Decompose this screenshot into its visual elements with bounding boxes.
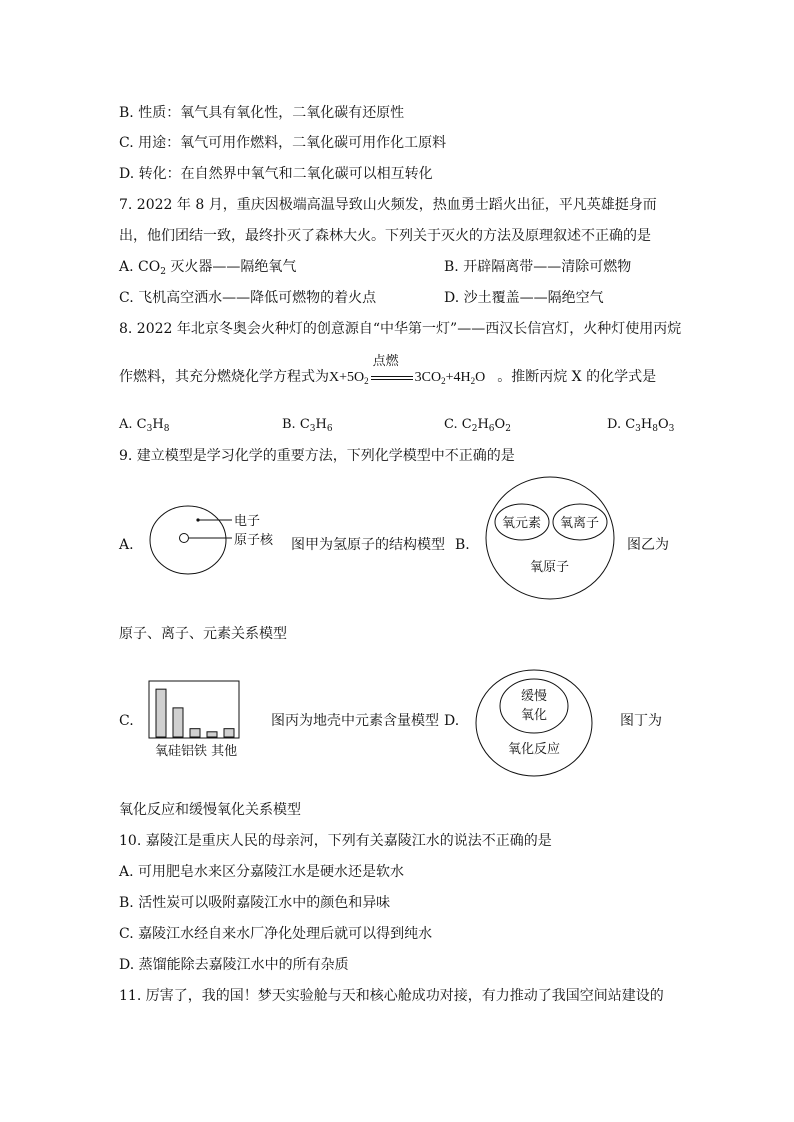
q8-d-mid: H: [640, 417, 653, 432]
q9-option-a-text: 图甲为氢原子的结构模型: [291, 537, 445, 553]
q8-stem-line2: [119, 354, 657, 387]
bar-0: [156, 689, 166, 737]
electron-label: 电子: [234, 514, 261, 529]
q8-c-s2: 6: [488, 424, 495, 434]
q6-option-d: D. 转化：在自然界中氧气和二氧化碳可以相互转化: [119, 166, 433, 182]
q8-stem-suffix: 。推断丙烷 X 的化学式是: [497, 369, 657, 385]
q8-d-mid2: O: [657, 417, 669, 432]
q8-b-pre: B. C: [282, 417, 310, 432]
q11-stem: 11. 厉害了，我的国！梦天实验舱与天和核心舱成功对接，有力推动了我国空间站建设的: [119, 988, 664, 1004]
chemical-equation: [329, 354, 486, 387]
q7-option-a-sub: 2: [160, 267, 166, 277]
q9-option-d-letter: D.: [444, 713, 460, 729]
q9-option-b-continuation: 原子、离子、元素关系模型: [119, 626, 287, 642]
atom-ion-element-model: [480, 474, 620, 604]
outer-circle: [476, 670, 592, 776]
nucleus-label: 原子核: [234, 533, 274, 548]
q8-b-s2: 6: [326, 424, 333, 434]
q8-d-s1: 3: [635, 424, 641, 434]
q6-option-c: C. 用途：氧气可用作燃料，二氧化碳可用作化工原料: [119, 135, 447, 151]
q8-a-pre: A. C: [119, 417, 147, 432]
oxidation-inner-label: 氧化: [521, 708, 548, 723]
q8-stem-prefix: 作燃料，其充分燃烧化学方程式为: [119, 369, 329, 385]
q9-option-a-letter: A.: [119, 537, 134, 553]
q9-stem: 9. 建立模型是学习化学的重要方法，下列化学模型中不正确的是: [119, 448, 515, 464]
oxidation-reaction-label: 氧化反应: [508, 742, 561, 757]
eq-right2-sub: 2: [470, 376, 476, 386]
q8-option-c: [444, 416, 511, 434]
q9-option-b-text: 图乙为: [627, 537, 669, 553]
hydrogen-atom-model: [140, 500, 290, 580]
q7-option-b: B. 开辟隔离带——清除可燃物: [444, 259, 632, 275]
oxygen-ion-label: 氧离子: [560, 516, 600, 531]
q9-option-d-continuation: 氧化反应和缓慢氧化关系模型: [119, 802, 301, 818]
q6-option-b: B. 性质：氧气具有氧化性，二氧化碳有还原性: [119, 105, 405, 121]
q8-a-s2: 8: [163, 424, 170, 434]
q9-option-c-text: 图丙为地壳中元素含量模型: [271, 713, 439, 729]
q8-d-s2: 8: [652, 424, 658, 434]
q7-option-a: [119, 258, 296, 276]
q8-b-s1: 3: [309, 424, 316, 434]
oxygen-atom-label: 氧原子: [530, 560, 570, 575]
bar-1: [173, 708, 183, 737]
q8-c-mid2: O: [494, 417, 506, 432]
q10-stem: 10. 嘉陵江是重庆人民的母亲河，下列有关嘉陵江水的说法不正确的是: [119, 833, 552, 849]
eq-condition: 点燃: [372, 354, 399, 369]
q8-c-s1: 2: [471, 424, 478, 434]
oxidation-relation-model: [470, 666, 600, 780]
eq-right2: +4H: [445, 370, 471, 385]
inner-ellipse: [500, 679, 568, 733]
q7-stem-line1: 7. 2022 年 8 月，重庆因极端高温导致山火频发，热血勇士蹈火出征，平凡英雄挺身而: [119, 197, 657, 213]
q8-option-b: [282, 416, 333, 434]
q8-c-mid: H: [477, 417, 489, 432]
q8-c-s3: 2: [505, 424, 511, 434]
eq-left-sub: 2: [364, 376, 369, 386]
q7-stem-line2: 出，他们团结一致，最终扑灭了森林大火。下列关于灭火的方法及原理叙述不正确的是: [119, 228, 651, 244]
crust-element-bar-chart: [148, 680, 244, 764]
q9-option-c-letter: C.: [119, 713, 134, 729]
oxygen-element-label: 氧元素: [502, 516, 542, 531]
eq-right3: O: [475, 370, 486, 385]
chart-bars: [156, 689, 234, 737]
chart-category-labels: 氧硅铝铁 其他: [155, 744, 238, 759]
q8-d-pre: D. C: [607, 417, 636, 432]
q8-option-a: [119, 416, 169, 434]
q10-option-a: A. 可用肥皂水来区分嘉陵江水是硬水还是软水: [119, 864, 405, 880]
q8-a-mid: H: [152, 417, 164, 432]
q8-stem-line1: 8. 2022 年北京冬奥会火种灯的创意源自“中华第一灯”——西汉长信宫灯，火种灯使用丙烷: [119, 321, 682, 337]
slow-label: 缓慢: [521, 689, 548, 704]
q8-option-d: [607, 416, 674, 434]
q9-option-b-letter: B.: [455, 537, 470, 553]
q7-option-a-prefix: A. CO: [119, 259, 161, 275]
eq-right1: 3CO: [414, 370, 442, 385]
bar-3: [207, 732, 217, 737]
q7-option-d: D. 沙土覆盖——隔绝空气: [444, 290, 604, 306]
bar-2: [190, 729, 200, 737]
outer-circle: [486, 477, 614, 599]
bar-4: [224, 729, 234, 737]
q10-option-c: C. 嘉陵江水经自来水厂净化处理后就可以得到纯水: [119, 926, 433, 942]
eq-arrow: [369, 354, 415, 387]
q9-option-d-text: 图丁为: [620, 713, 662, 729]
q7-option-a-suffix: 灭火器——隔绝氧气: [165, 259, 297, 275]
q8-b-mid: H: [315, 417, 327, 432]
nucleus-circle: [180, 534, 189, 543]
eq-right1-sub: 2: [441, 376, 446, 386]
q7-option-c: C. 飞机高空洒水——降低可燃物的着火点: [119, 290, 377, 306]
q10-option-b: B. 活性炭可以吸附嘉陵江水中的颜色和异味: [119, 895, 391, 911]
q10-option-d: D. 蒸馏能除去嘉陵江水中的所有杂质: [119, 957, 349, 973]
q8-a-s1: 3: [146, 424, 153, 434]
q8-d-s3: 3: [668, 424, 675, 434]
q8-c-pre: C. C: [444, 417, 472, 432]
eq-left: X+5O: [329, 370, 365, 385]
